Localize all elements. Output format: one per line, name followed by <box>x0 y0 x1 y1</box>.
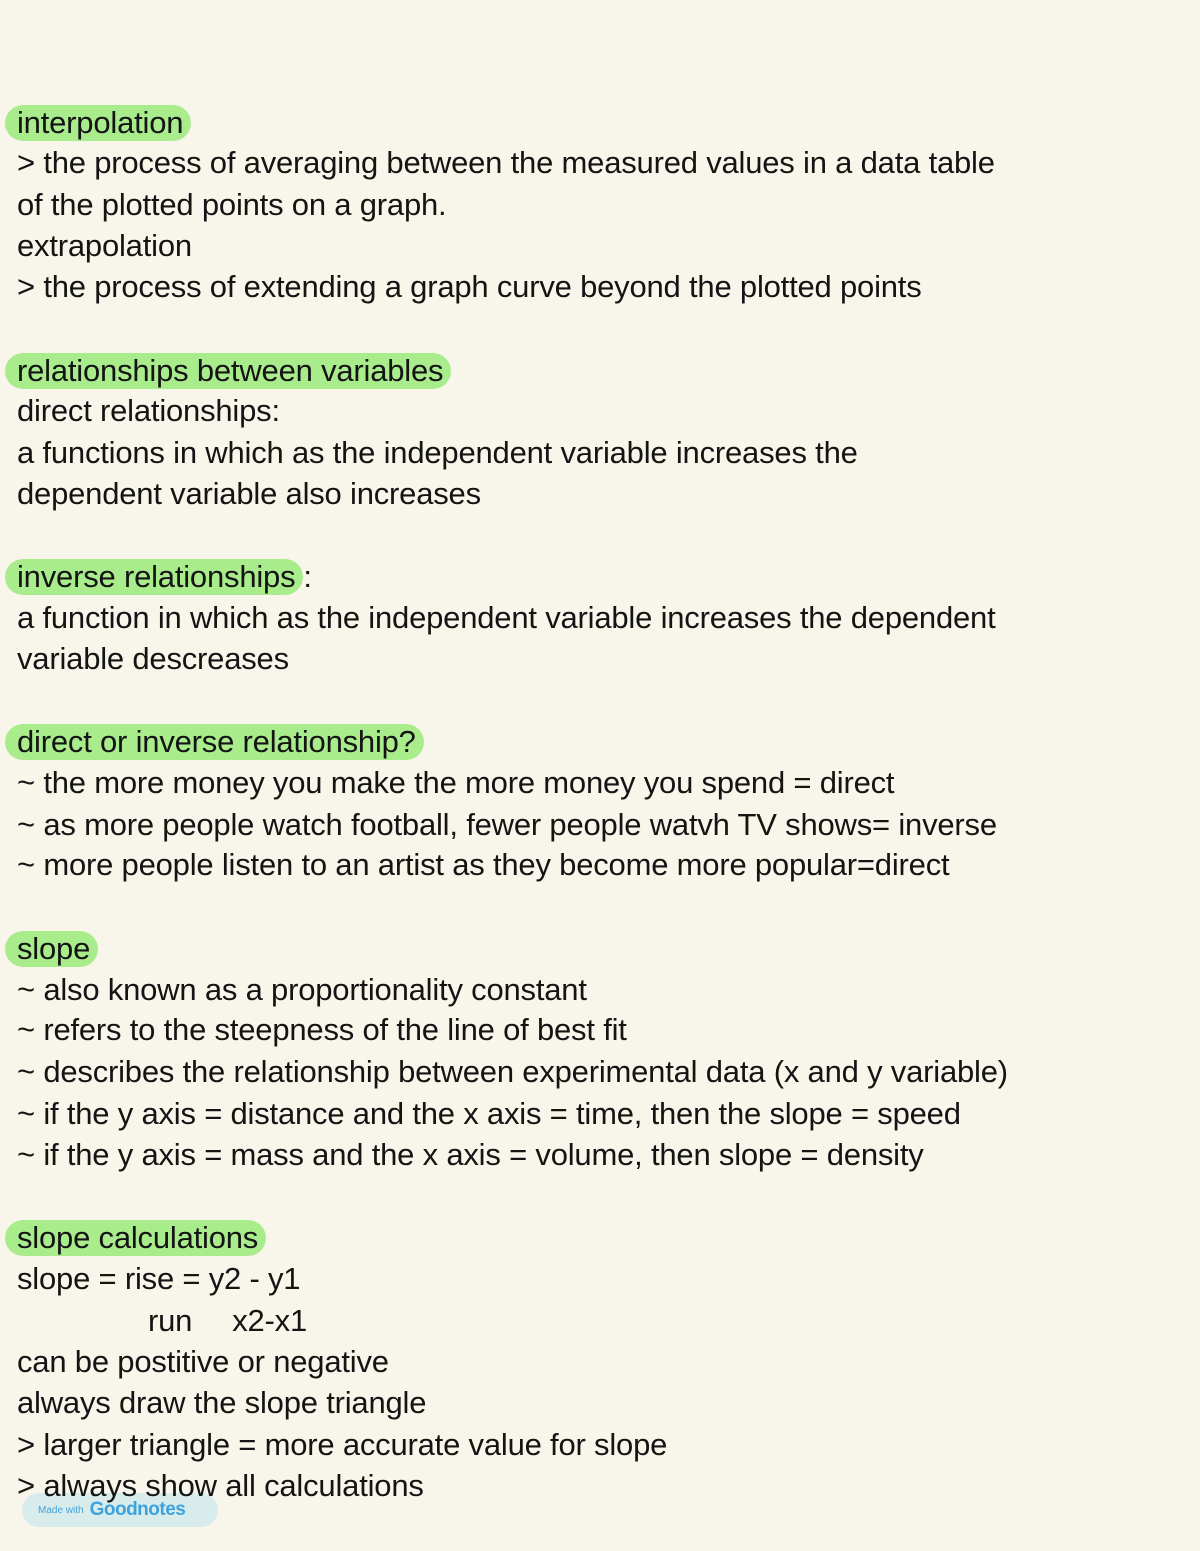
formula-top: slope = rise = y2 - y1 <box>17 1261 301 1296</box>
highlight: interpolation <box>5 105 191 141</box>
text-line: > always show all calculations <box>17 1468 424 1503</box>
text-line: a function in which as the independent variable increases the dependent <box>17 600 996 635</box>
heading-slope <box>17 929 98 969</box>
text-line: > larger triangle = more accurate value for slope <box>17 1427 668 1462</box>
text-line: of the plotted points on a graph. <box>17 187 447 222</box>
highlight: inverse relationships <box>5 559 303 595</box>
subheading-extrapolation: extrapolation <box>17 228 192 263</box>
highlight: direct or inverse relationship? <box>5 724 424 760</box>
list-item: ~ the more money you make the more money you spend = direct <box>17 765 895 800</box>
text-line: can be postitive or negative <box>17 1344 389 1379</box>
watermark-brand: Goodnotes <box>89 1499 186 1520</box>
text-line: always draw the slope triangle <box>17 1385 427 1420</box>
heading-inverse <box>17 557 312 597</box>
highlight: slope calculations <box>5 1220 266 1256</box>
list-item: ~ also known as a proportionality constant <box>17 972 587 1007</box>
formula-run: run <box>148 1303 193 1338</box>
heading-interpolation <box>17 103 191 143</box>
formula-bottom <box>148 1301 307 1341</box>
highlight: relationships between variables <box>5 353 451 389</box>
heading-slope-calculations <box>17 1218 266 1258</box>
list-item: ~ if the y axis = mass and the x axis = volume, then slope = density <box>17 1137 924 1172</box>
watermark-made-with: Made with <box>38 1504 84 1516</box>
highlight: slope <box>5 931 98 967</box>
text-line: > the process of averaging between the measured values in a data table <box>17 145 995 180</box>
text-line: dependent variable also increases <box>17 476 481 511</box>
list-item: ~ more people listen to an artist as they become more popular=direct <box>17 847 950 882</box>
heading-direct-or-inverse <box>17 722 424 762</box>
list-item: ~ as more people watch football, fewer people watvh TV shows= inverse <box>17 807 997 842</box>
list-item: ~ refers to the steepness of the line of best fit <box>17 1012 627 1047</box>
heading-relationships <box>17 351 451 391</box>
text-line: variable descreases <box>17 641 289 676</box>
text-line: a functions in which as the independent variable increases the <box>17 435 858 470</box>
heading-suffix: : <box>303 559 312 594</box>
formula-denominator: x2-x1 <box>232 1303 308 1338</box>
list-item: ~ describes the relationship between experimental data (x and y variable) <box>17 1054 1008 1089</box>
list-item: ~ if the y axis = distance and the x axis = time, then the slope = speed <box>17 1096 961 1131</box>
text-line: > the process of extending a graph curve beyond the plotted points <box>17 269 922 304</box>
subheading-direct: direct relationships: <box>17 393 280 428</box>
